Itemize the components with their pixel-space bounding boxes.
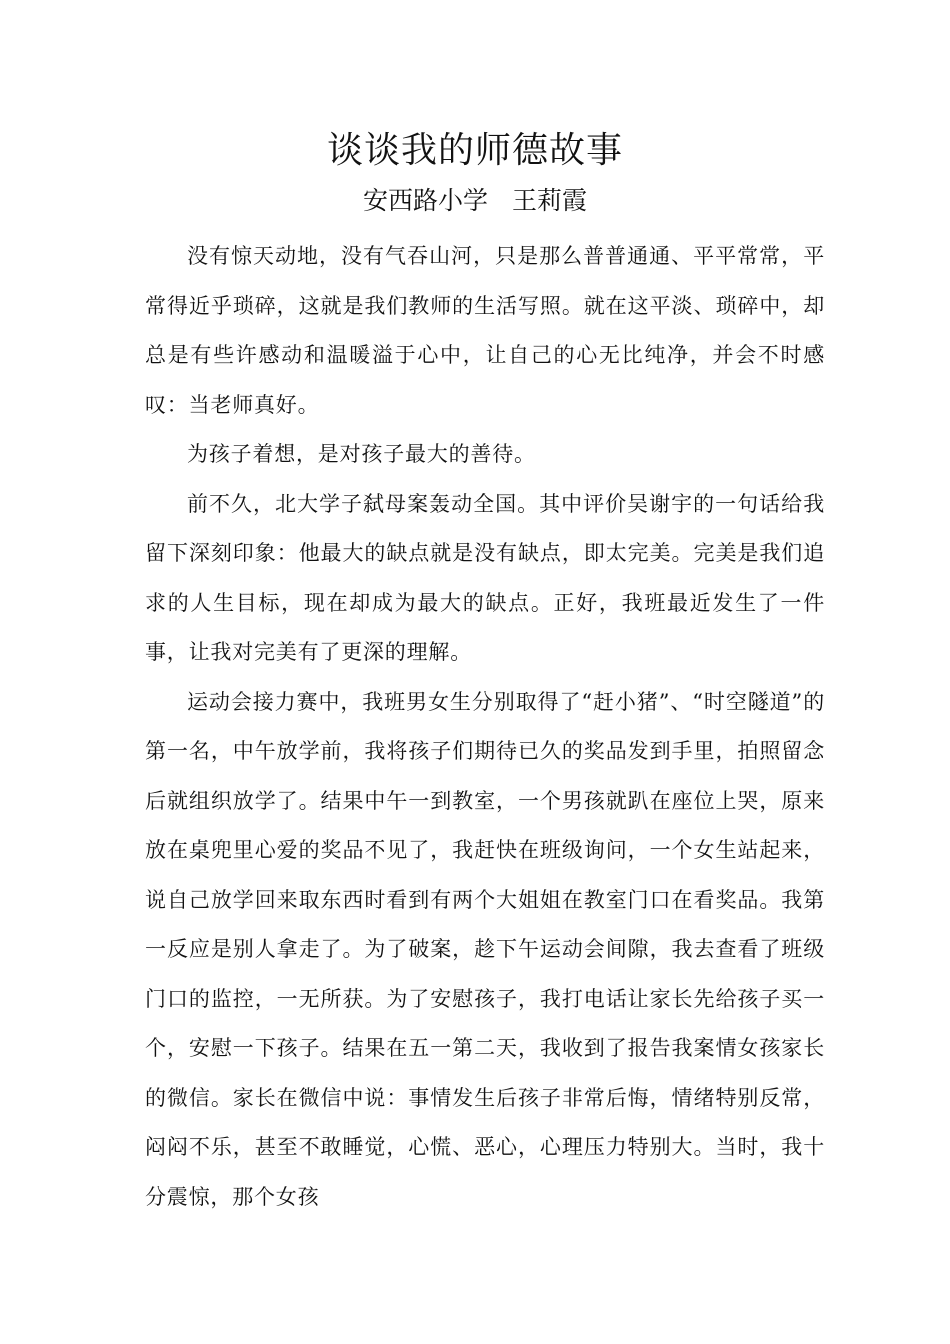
document-body xyxy=(145,232,825,1222)
paragraph: 前不久，北大学子弑母案轰动全国。其中评价吴谢宇的一句话给我留下深刻印象：他最大的缺点就是没有缺点，即太完美。完美是我们追求的人生目标，现在却成为最大的缺点。正好，我班最近发生了一件事，让我对完美有了更深的理解。 xyxy=(145,491,825,664)
author-name: 王莉霞 xyxy=(512,186,588,215)
paragraph: 为孩子着想，是对孩子最大的善待。 xyxy=(187,442,536,466)
school-name: 安西路小学 xyxy=(362,186,488,215)
paragraph: 没有惊天动地，没有气吞山河，只是那么普普通通、平平常常，平常得近乎琐碎，这就是我们教师的生活写照。就在这平淡、琐碎中，却总是有些许感动和温暖溢于心中，让自己的心无比纯净，并会不时感叹：当老师真好。 xyxy=(145,244,825,417)
paragraph: 运动会接力赛中，我班男女生分别取得了“赶小猪”、“时空隧道”的第一名，中午放学前，我将孩子们期待已久的奖品发到手里，拍照留念后就组织放学了。结果中午一到教室，一个男孩就趴在座位上哭，原来放在桌兜里心爱的奖品不见了，我赶快在班级询问，一个女生站起来，说自己放学回来取东西时看到有两个大姐姐在教室门口在看奖品。我第一反应是别人拿走了。为了破案，趁下午运动会间隙，我去查看了班级门口的监控，一无所获。为了安慰孩子，我打电话让家长先给孩子买一个，安慰一下孩子。结果在五一第二天，我收到了报告我案情女孩家长的微信。家长在微信中说：事情发生后孩子非常后悔，情绪特别反常，闷闷不乐，甚至不敢睡觉，心慌、恶心，心理压力特别大。当时，我十分震惊，那个女孩 xyxy=(145,689,825,1209)
document-title: 谈谈我的师德故事 xyxy=(326,130,623,171)
document-byline xyxy=(0,186,950,216)
